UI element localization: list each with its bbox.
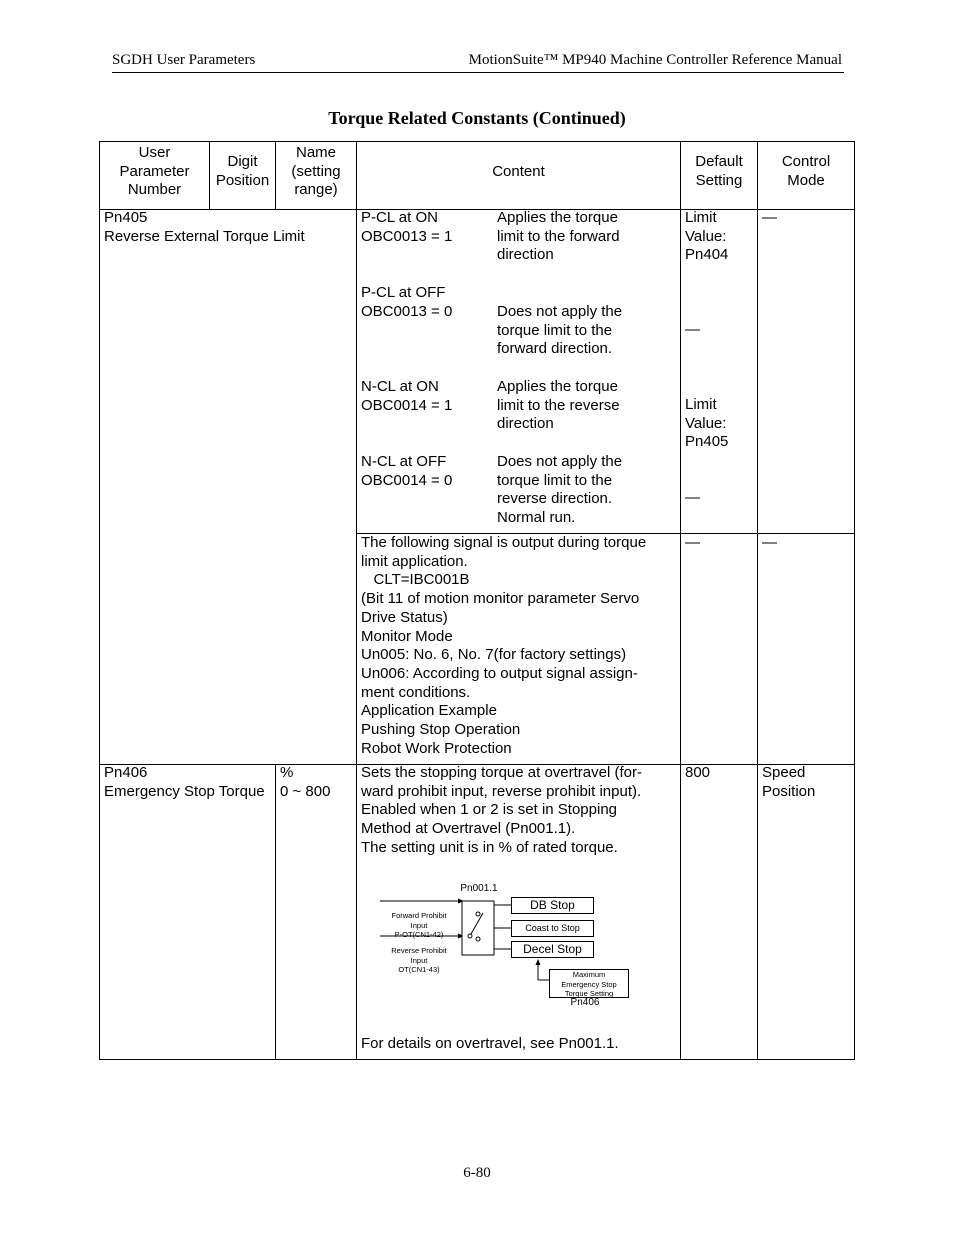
col-divider: [680, 141, 681, 1060]
page-number: 6-80: [463, 1165, 491, 1181]
pn405-desc-ncl-off: Does not apply the torque limit to the reverse direction. Normal run.: [497, 453, 623, 527]
db-stop-box: DB Stop: [511, 897, 594, 914]
diagram-forward-input-label: Forward Prohibit Input P-OT(CN1-42): [391, 911, 447, 939]
pn405-signal-pcl-off: P-CL at OFF OBC0013 = 0: [361, 284, 453, 320]
running-header-left: SGDH User Parameters: [112, 52, 256, 68]
pn405-signal-output-text: The following signal is output during torque limit application. CLT=IBC001B (Bit 11 of motion monitor parameter Servo Drive Status) Monitor Mode Un005: No. 6, No. 7(for factory settings) Un006: According to output signal assign- ment conditions. Application Example Pushing Stop Operation Robot Work Protection: [361, 534, 647, 757]
pn405-default-pcl-off: —: [685, 321, 700, 338]
torque-setting-arrow: [536, 959, 541, 965]
header-name-setting-range: Name (setting range): [291, 144, 341, 199]
max-torque-parameter-label: Pn406: [570, 997, 600, 1008]
header-digit-position: Digit Position: [215, 153, 270, 189]
header-default-setting: Default Setting: [695, 153, 743, 189]
pn405-parameter: Pn405 Reverse External Torque Limit: [104, 209, 305, 245]
pn405-signal-ncl-on: N-CL at ON OBC0014 = 1: [361, 378, 453, 414]
pn406-content: Sets the stopping torque at overtravel (for- ward prohibit input, reverse prohibit input). Enabled when 1 or 2 is set in Stopping Method at Overtravel (Pn001.1). The setting unit is in % of rated torque.: [361, 764, 642, 856]
decel-stop-box: Decel Stop: [511, 941, 594, 958]
pn406-setting-range: % 0 ~ 800: [280, 764, 331, 800]
diagram-reverse-input-label: Reverse Prohibit Input OT(CN1-43): [391, 946, 447, 974]
pn405-default-ncl-off: —: [685, 489, 700, 506]
pn406-control-mode: Speed Position: [762, 764, 816, 800]
header-rule: [112, 72, 844, 73]
table-border-right: [854, 141, 855, 1060]
header-content: Content: [492, 163, 545, 180]
pn405-signal-default: —: [685, 534, 700, 551]
pn406-default: 800: [685, 764, 711, 781]
page-title: Torque Related Constants (Continued): [328, 108, 626, 128]
pn406-parameter: Pn406 Emergency Stop Torque: [104, 764, 265, 800]
pn405-desc-pcl-on: Applies the torque limit to the forward direction: [497, 209, 620, 264]
col-divider: [275, 764, 276, 1060]
table-border-top: [99, 141, 855, 142]
diagram-switch-label: Pn001.1: [460, 883, 498, 894]
selector-switch-box: [462, 901, 494, 955]
pn405-control-mode: —: [762, 209, 777, 226]
header-user-parameter-number: User Parameter Number: [119, 144, 190, 199]
max-torque-setting-box: Maximum Emergency Stop Torque Setting: [549, 969, 629, 998]
pn406-overtravel-note: For details on overtravel, see Pn001.1.: [361, 1035, 619, 1052]
coast-to-stop-box: Coast to Stop: [511, 920, 594, 937]
header-control-mode: Control Mode: [781, 153, 831, 189]
pn405-desc-ncl-on: Applies the torque limit to the reverse direction: [497, 378, 620, 433]
pn405-default-pcl-on: Limit Value: Pn404: [685, 209, 729, 264]
table-border-left: [99, 141, 100, 1060]
pn405-signal-ncl-off: N-CL at OFF OBC0014 = 0: [361, 453, 453, 489]
col-divider: [757, 141, 758, 1060]
pn405-signal-control-mode: —: [762, 534, 777, 551]
pn405-default-ncl-on: Limit Value: Pn405: [685, 396, 729, 451]
col-divider: [356, 141, 357, 1060]
pn405-desc-pcl-off: Does not apply the torque limit to the forward direction.: [497, 303, 623, 358]
pn405-signal-pcl-on: P-CL at ON OBC0013 = 1: [361, 209, 453, 245]
table-border-bottom: [99, 1059, 855, 1060]
running-header-right: MotionSuite™ MP940 Machine Controller Reference Manual: [468, 52, 842, 68]
